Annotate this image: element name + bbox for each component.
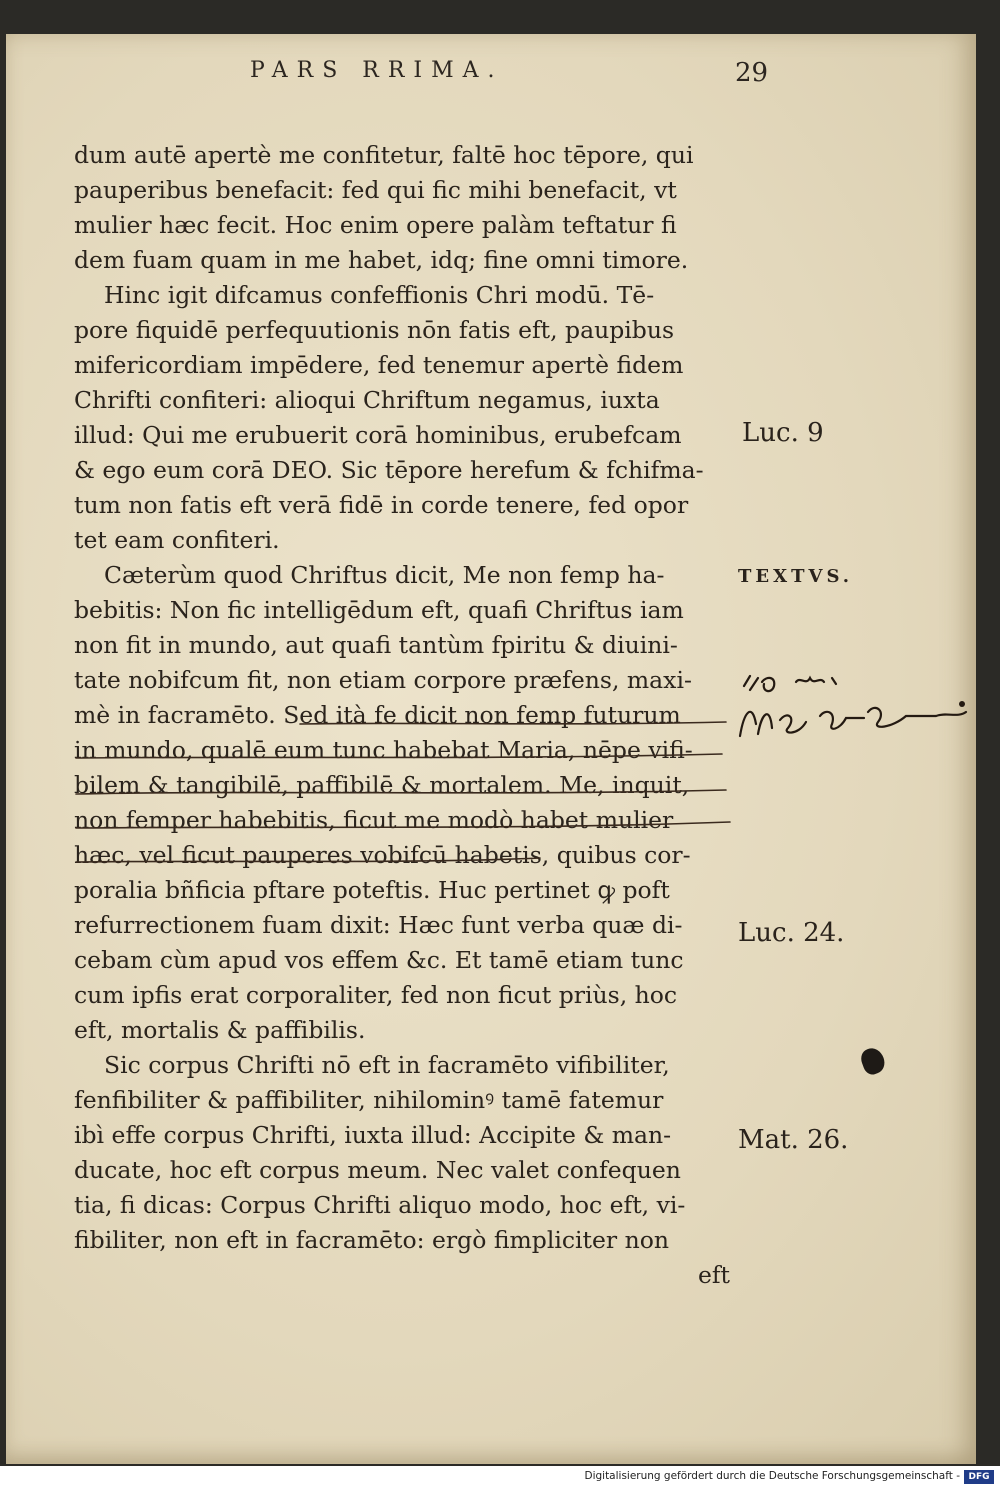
text-line: tum non fatis eft verā fidē in corde tenere, fed opor	[74, 491, 689, 519]
catchword: eft	[697, 1261, 730, 1289]
text-line: tate nobifcum fit, non etiam corpore præfens, maxi-	[74, 666, 692, 694]
text-line: ibì effe corpus Chrifti, iuxta illud: Accipite & man-	[74, 1121, 672, 1149]
text-line: non femper habebitis, ficut me modò habet mulier	[74, 806, 674, 834]
text-line: refurrectionem fuam dixit: Hæc funt verba quæ di-	[74, 911, 683, 939]
text-line: Cæterùm quod Chriftus dicit, Me non femp ha-	[104, 561, 665, 589]
text-line: bilem & tangibilē, paffibilē & mortalem. Me, inquit,	[74, 771, 690, 799]
text-line: non fit in mundo, aut quafi tantùm fpiritu & diuini-	[74, 631, 678, 659]
text-line: tet eam confiteri.	[74, 526, 280, 554]
text-line: Hinc igit difcamus confeffionis Chri modū. Tē-	[104, 281, 655, 309]
text-line: mè in facramēto. Sed ità fe dicit non femp futurum	[74, 701, 681, 729]
dfg-logo: DFG	[964, 1470, 994, 1484]
margin-note-textus: TEXTVS.	[738, 566, 854, 587]
text-line: & ego eum corā DEO. Sic tēpore herefum & fchifma-	[74, 456, 704, 484]
text-line: poralia bñficia pftare poteftis. Huc pertinet ꝙ poft	[74, 876, 670, 904]
text-line: mulier hæc fecit. Hoc enim opere palàm teftatur fi	[74, 211, 677, 239]
text-line: bebitis: Non fic intelligēdum eft, quafi Chriftus iam	[74, 596, 684, 624]
text-line: pore fiquidē perfequutionis nōn fatis eft, paupibus	[74, 316, 675, 344]
text-line: hæc, vel ficut pauperes vobifcū habetis, quibus cor-	[74, 841, 691, 869]
text-line: mifericordiam impēdere, fed tenemur apertè fidem	[74, 351, 684, 379]
handwritten-margin-annotation	[736, 672, 976, 762]
footer-bar	[0, 1466, 1000, 1488]
funding-credit: Digitalisierung gefördert durch die Deutsche Forschungsgemeinschaft -	[584, 1470, 960, 1482]
text-line: in mundo, qualē eum tunc habebat Maria, nēpe vifi-	[74, 736, 693, 764]
text-line: cum ipfis erat corporaliter, fed non ficut priùs, hoc	[74, 981, 678, 1009]
text-line: fenfibiliter & paffibiliter, nihilominꝰ tamē fatemur	[74, 1086, 664, 1114]
text-line: eft, mortalis & paffibilis.	[74, 1016, 366, 1044]
text-line: Chrifti confiteri: alioqui Chriftum negamus, iuxta	[74, 386, 660, 414]
text-line: pauperibus benefacit: fed qui fic mihi benefacit, vt	[74, 176, 677, 204]
text-line: fibiliter, non eft in facramēto: ergò fimpliciter non	[74, 1226, 670, 1254]
main-text-block	[74, 138, 734, 1293]
text-line: tia, fi dicas: Corpus Chrifti aliquo modo, hoc eft, vi-	[74, 1191, 686, 1219]
margin-note-luc24: Luc. 24.	[738, 918, 845, 948]
text-line: dem fuam quam in me habet, idq; fine omni timore.	[74, 246, 689, 274]
text-line: dum autē apertè me confitetur, faltē hoc tēpore, qui	[74, 141, 694, 169]
text-line: cebam cùm apud vos effem &c. Et tamē etiam tunc	[74, 946, 684, 974]
page-number: 29	[735, 58, 769, 88]
text-line: ducate, hoc eft corpus meum. Nec valet confequen	[74, 1156, 681, 1184]
margin-note-mat26: Mat. 26.	[738, 1125, 849, 1155]
running-head: PARS RRIMA.	[250, 58, 504, 83]
text-line: Sic corpus Chrifti nō eft in facramēto vifibiliter,	[104, 1051, 670, 1079]
margin-note-luc9: Luc. 9	[742, 418, 824, 448]
text-line: illud: Qui me erubuerit corā hominibus, erubefcam	[74, 421, 682, 449]
